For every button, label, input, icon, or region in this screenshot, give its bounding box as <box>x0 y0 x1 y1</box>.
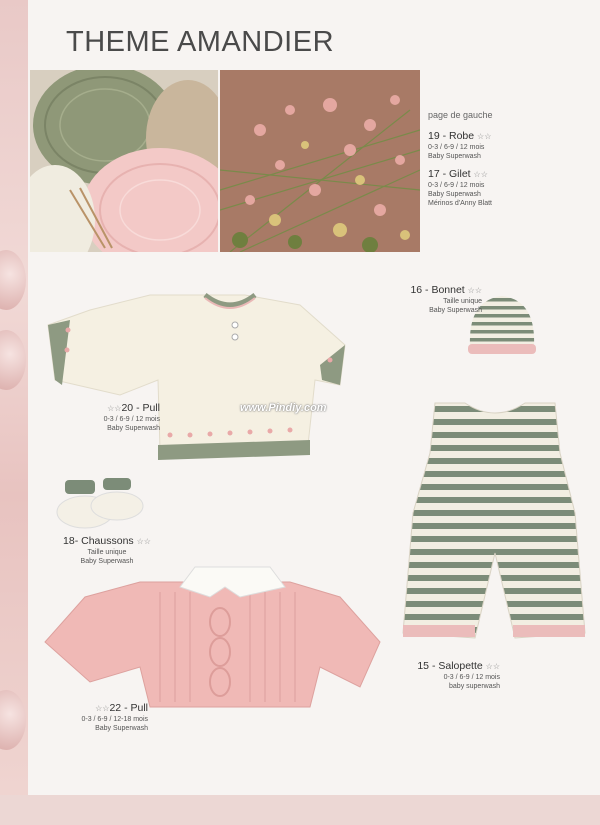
item-title: 17 - Gilet <box>428 168 471 180</box>
item-sizes: 0-3 / 6-9 / 12 mois <box>443 674 500 681</box>
item-yarn: Baby Superwash <box>428 191 481 198</box>
yarn-ball-decoration <box>0 690 26 750</box>
item-title: 18- Chaussons <box>63 535 134 547</box>
item-sizes: 0-3 / 6-9 / 12 mois <box>103 416 160 423</box>
chaussons-18-image <box>55 472 145 532</box>
item-yarn: baby superwash <box>449 683 500 690</box>
flowers-photo <box>220 70 420 252</box>
item-16-caption <box>390 284 482 315</box>
item-title: 20 - Pull <box>121 402 160 414</box>
left-decorative-strip <box>0 0 28 825</box>
yarn-ball-decoration <box>0 250 26 310</box>
item-yarn: Baby Superwash <box>107 425 160 432</box>
pull-20-image <box>40 285 370 470</box>
yarn-ball-decoration <box>0 330 26 390</box>
item-title: 22 - Pull <box>109 702 148 714</box>
item-sizes: Taille unique <box>443 298 482 305</box>
difficulty-stars: ☆☆ <box>467 286 482 295</box>
item-20-caption <box>52 402 160 433</box>
item-19-caption <box>428 130 493 161</box>
yarn-photo <box>30 70 218 252</box>
item-yarn-secondary: Mérinos d'Anny Blatt <box>428 200 492 207</box>
item-title: 16 - Bonnet <box>410 284 465 296</box>
item-title: 15 - Salopette <box>417 660 483 672</box>
item-sizes: 0-3 / 6-9 / 12 mois <box>428 144 485 151</box>
item-title: 19 - Robe <box>428 130 475 142</box>
salopette-15-image <box>395 393 595 643</box>
item-yarn: Baby Superwash <box>95 725 148 732</box>
page-title: THEME AMANDIER <box>66 26 335 58</box>
item-17-caption <box>428 168 493 208</box>
item-22-caption <box>40 702 148 733</box>
difficulty-stars: ☆☆ <box>477 132 492 141</box>
difficulty-stars: ☆☆ <box>473 170 488 179</box>
item-yarn: Baby Superwash <box>429 307 482 314</box>
item-yarn: Baby Superwash <box>428 153 481 160</box>
left-page-caption-block <box>428 111 493 208</box>
difficulty-stars: ☆☆ <box>107 404 122 413</box>
watermark: www.Pindiy.com <box>240 402 327 414</box>
item-sizes: Taille unique <box>87 549 127 556</box>
item-sizes: 0-3 / 6-9 / 12 mois <box>428 182 485 189</box>
item-18-caption <box>52 535 162 566</box>
item-yarn: Baby Superwash <box>80 558 134 565</box>
item-sizes: 0-3 / 6-9 / 12-18 mois <box>81 716 148 723</box>
pull-22-image <box>40 552 385 712</box>
difficulty-stars: ☆☆ <box>136 537 151 546</box>
bottom-band <box>0 795 600 825</box>
item-15-caption <box>400 660 500 691</box>
section-label: page de gauche <box>428 110 493 120</box>
difficulty-stars: ☆☆ <box>485 662 500 671</box>
difficulty-stars: ☆☆ <box>95 704 110 713</box>
